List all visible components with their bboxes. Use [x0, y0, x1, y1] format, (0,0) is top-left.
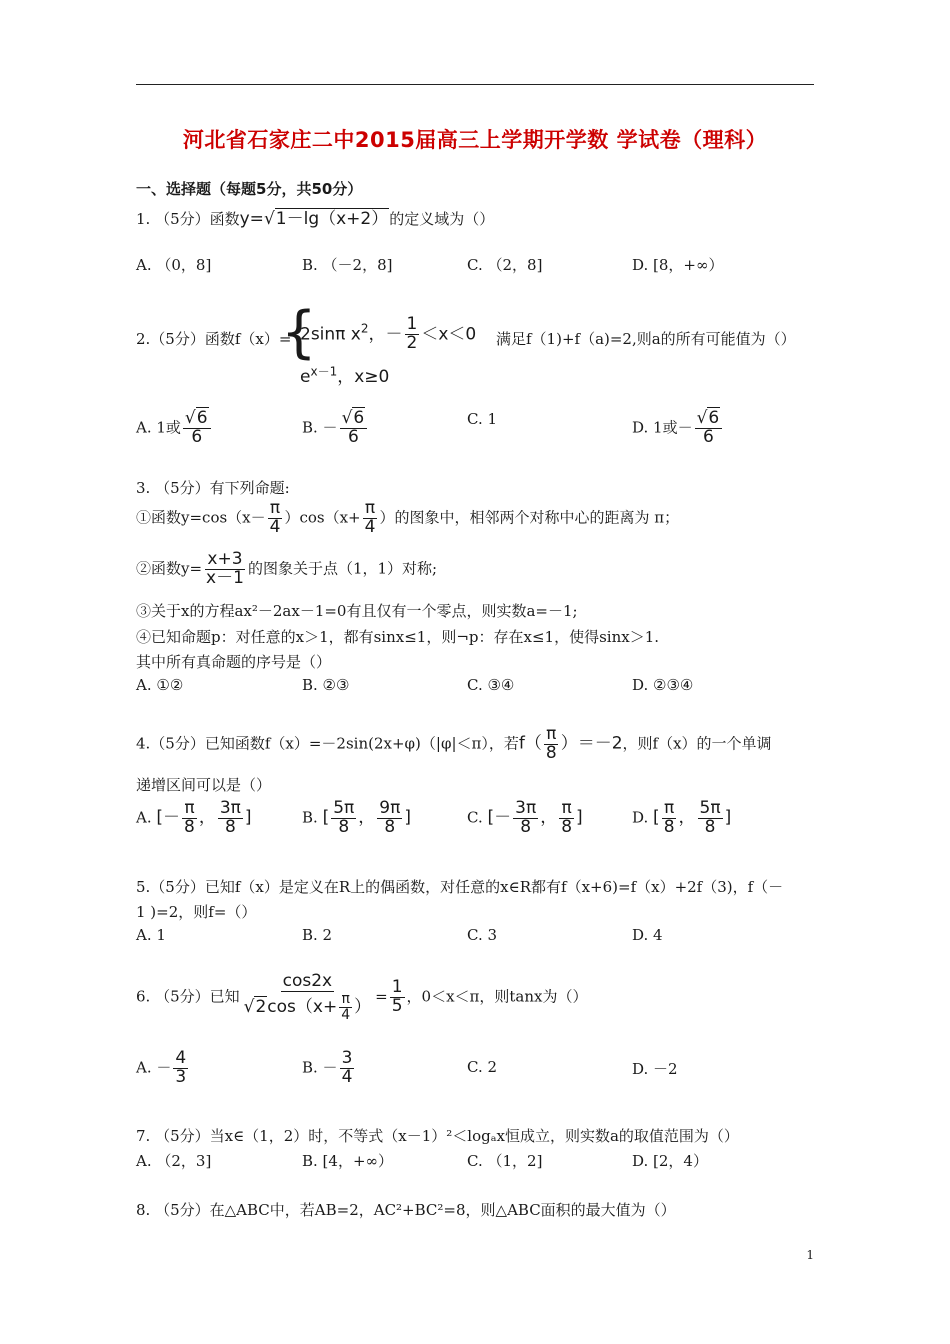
q7-option-c: C. （1，2] [467, 1152, 543, 1170]
page-number: 1 [806, 1248, 814, 1262]
q3-proposition-3: ③关于x的方程ax²－2ax－1=0有且仅有一个零点，则实数a=－1; [136, 602, 578, 620]
q2-piece-1: 2sinπ $x^2$，－ $\frac{1}{2}$ ＜x＜0 [300, 314, 477, 353]
q6-option-a: A. － $\frac{4}{3}$ [136, 1048, 187, 1087]
question-3-stem: 3. （5分）有下列命题: [136, 479, 290, 497]
q4-option-a: A. [－ $\frac{\pi}{8}$ ， $\frac{3\pi}{8}$ ] [136, 798, 252, 837]
q3-proposition-2: ②函数y= $\frac{x+3}{x-1}$ 的图象关于点（1，1）对称; [136, 549, 438, 588]
q2-option-a: A. 1或 $\frac{√6}{6}$ [136, 410, 213, 447]
q4-option-c: C. [－ $\frac{3\pi}{8}$ ， $\frac{\pi}{8}$ ] [467, 798, 583, 837]
q1-expression: y=√1－lg（x+2） [239, 209, 389, 229]
question-8-stem: 8. （5分）在△ABC中，若AB=2，AC²+BC²=8，则△ABC面积的最大值为（） [136, 1201, 676, 1219]
q5-option-d: D. 4 [632, 926, 663, 944]
q1-option-b: B. （－2，8] [302, 256, 393, 274]
q3-ask: 其中所有真命题的序号是（） [136, 653, 332, 671]
question-2-stem-prefix: 2.（5分）函数f（x）= [136, 330, 292, 348]
q1-option-d: D. [8，+∞） [632, 256, 724, 274]
header-rule [136, 84, 814, 85]
q2-option-d: D. 1或－ $\frac{√6}{6}$ [632, 410, 724, 447]
q3-option-b: B. ②③ [302, 676, 350, 694]
question-4-stem-cont: 递增区间可以是（） [136, 776, 272, 794]
q7-option-b: B. [4，+∞） [302, 1152, 394, 1170]
q5-option-b: B. 2 [302, 926, 333, 944]
q7-option-a: A. （2，3] [136, 1152, 212, 1170]
q6-option-d: D. －2 [632, 1060, 678, 1078]
question-1-stem: 1. （5分）函数y=√1－lg（x+2）的定义域为（） [136, 209, 495, 229]
question-7-stem: 7. （5分）当x∈（1，2）时，不等式（x－1）²＜logₐx恒成立，则实数a的取值范围为（） [136, 1127, 739, 1145]
exam-title: 河北省石家庄二中2015届高三上学期开学数 学试卷（理科） [182, 128, 768, 152]
q3-option-a: A. ①② [136, 676, 184, 694]
q2-piece-2: $e^{x-1}$，x≥0 [300, 364, 390, 387]
q3-proposition-1: ①函数y=cos（x－ $\frac{\pi}{4}$ ）cos（x+ $\frac{\pi}{4}$ ）的图象中，相邻两个对称中心的距离为 π； [136, 498, 680, 537]
q2-option-b: B. － $\frac{√6}{6}$ [302, 410, 369, 447]
q6-option-c: C. 2 [467, 1058, 498, 1076]
q5-option-c: C. 3 [467, 926, 498, 944]
question-4-stem: 4.（5分）已知函数f（x）=－2sin(2x+φ)（|φ|＜π），若f（ $\frac{\pi}{8}$ ）＝－2，则f（x）的一个单调 [136, 724, 772, 763]
q3-proposition-4: ④已知命题p：对任意的x＞1，都有sinx≤1，则¬p：存在x≤1，使得sinx＞1. [136, 628, 660, 646]
q1-option-c: C. （2，8] [467, 256, 543, 274]
q4-option-b: B. [ $\frac{5\pi}{8}$ ， $\frac{9\pi}{8}$ ] [302, 798, 411, 837]
q7-option-d: D. [2，4） [632, 1152, 708, 1170]
question-6-stem: 6. （5分）已知 cos2x √2cos（x+ $\frac{\pi}{4}$ ） = $\frac{1}{5}$ ，0＜x＜π，则tanx为（） [136, 971, 588, 1023]
question-5-stem-cont: 1 )=2，则f=（） [136, 903, 257, 921]
piecewise-brace: { [281, 300, 317, 365]
question-2-stem-suffix: 满足f（1)+f（a)=2,则a的所有可能值为（） [496, 330, 796, 348]
section-heading: 一、选择题（每题5分，共50分） [136, 180, 363, 198]
q5-option-a: A. 1 [136, 926, 166, 944]
q6-option-b: B. － $\frac{3}{4}$ [302, 1048, 353, 1087]
q3-option-d: D. ②③④ [632, 676, 694, 694]
q2-option-c: C. 1 [467, 410, 498, 428]
question-5-stem: 5.（5分）已知f（x）是定义在R上的偶函数，对任意的x∈R都有f（x+6)=f（x）+2f（3)，f（－ [136, 878, 784, 896]
q3-option-c: C. ③④ [467, 676, 515, 694]
q1-option-a: A. （0，8] [136, 256, 212, 274]
q4-option-d: D. [ $\frac{\pi}{8}$ ， $\frac{5\pi}{8}$ ] [632, 798, 732, 837]
